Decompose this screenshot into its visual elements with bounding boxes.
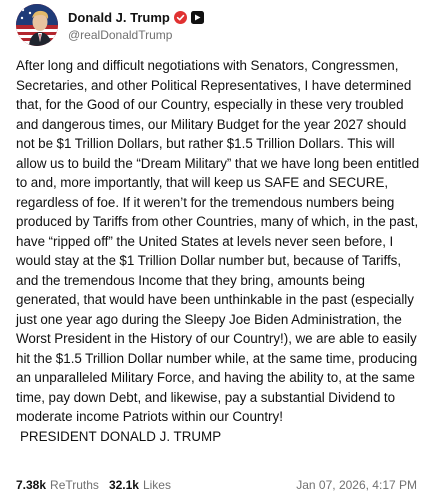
name-row: [68, 9, 204, 27]
likes-count[interactable]: 32.1k: [108, 478, 139, 492]
post-body: [16, 56, 420, 427]
retruths-count[interactable]: 7.38k: [16, 478, 47, 492]
likes-label[interactable]: Likes: [142, 478, 171, 492]
post-header: [16, 0, 417, 48]
author-info: [68, 9, 204, 42]
author-display-name[interactable]: Donald J. Trump: [68, 10, 170, 25]
retruths-label[interactable]: ReTruths: [50, 478, 99, 492]
post-timestamp[interactable]: Jan 07, 2026, 4:17 PM: [296, 478, 417, 492]
post-signature: PRESIDENT DONALD J. TRUMP: [20, 428, 222, 444]
verified-badge-icon: [174, 11, 187, 24]
profile-avatar[interactable]: [16, 4, 58, 46]
avatar-image: [16, 4, 58, 46]
post-text: After long and difficult negotiations with Senators, Congressmen, Secretaries, and other Political Representatives, I have determined that, for the Good of our Country, especially in these very troubled and dangerous times, our Military Budget for the year 2027 should not be $1 Trillion Dollars, but rather $1.5 Trillion Dollars. This will allow us to build the “Dream Military” that we have long been entitled to and, more importantly, that will keep us SAFE and SECURE, regardless of foe. If it weren’t for the tremendous numbers being produced by Tariffs from other Countries, many of which, in the past, have “ripped off” the United States at levels never seen before, I would stay at the $1 Trillion Dollar number but, because of Tariffs, and the tremendous Income that they bring, amounts being generated, that would have been unthinkable in the past (especially just one year ago during the Sleepy Joe Biden Administration, the Worst President in the History of our Country!), we are able to easily hit the $1.5 Trillion Dollar number while, at the same time, producing an unparalleled Military Force, and having the ability to, at the same time, pay down Debt, and likewise, pay a substantial Dividend to moderate income Patriots within our Country!: [16, 58, 420, 424]
post-footer: [16, 478, 417, 492]
author-handle[interactable]: @realDonaldTrump: [68, 27, 173, 42]
affiliation-tag-icon: [191, 11, 204, 24]
